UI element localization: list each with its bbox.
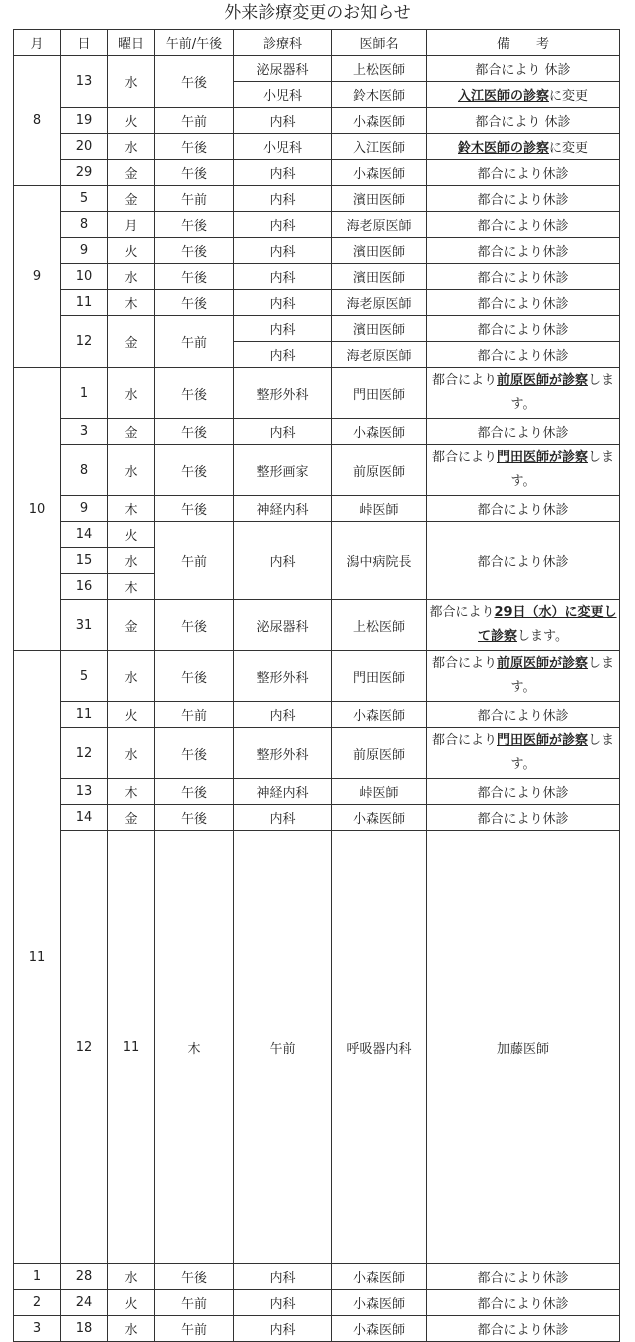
schedule-table [13,29,620,1342]
table-cell: 泌尿器科 [234,600,332,651]
table-cell: 15 [61,548,108,574]
table-cell: 20 [61,134,108,160]
table-cell: 8 [61,445,108,496]
note-text: 都合により [431,656,497,671]
table-cell: 呼吸器内科 [332,831,427,1264]
table-cell: 午前 [155,702,234,728]
table-row [14,186,620,212]
table-cell: 午後 [155,134,234,160]
note-emphasis: 門田医師が診察 [496,450,588,465]
table-cell: 12 [61,316,108,368]
table-cell: 泌尿器科 [234,56,332,82]
schedule-body [14,56,620,1342]
table-cell: 内科 [234,1316,332,1342]
table-cell: 鈴木医師 [332,82,427,108]
table-cell: 午後 [155,600,234,651]
table-cell: 5 [61,186,108,212]
table-cell: 12 [61,831,108,1264]
table-cell: 1 [61,368,108,419]
table-cell: 1 [14,1264,61,1290]
table-cell: 金 [108,600,155,651]
table-cell: 潟中病院長 [332,522,427,600]
note-text: 都合により [431,733,497,748]
table-cell: 金 [108,805,155,831]
table-cell: 木 [108,574,155,600]
table-cell: 午後 [155,238,234,264]
table-cell: 午後 [155,212,234,238]
table-cell: 水 [108,1316,155,1342]
table-cell: 火 [108,702,155,728]
table-cell: 都合により休診 [427,419,620,445]
table-row [14,600,620,651]
table-cell: 小森医師 [332,1290,427,1316]
table-row [14,1290,620,1316]
table-cell: 峠医師 [332,779,427,805]
note-text: します。 [510,733,615,772]
table-cell: 海老原医師 [332,342,427,368]
table-cell: 水 [108,548,155,574]
note-emphasis: 入江医師の診察 [457,89,549,104]
table-cell: 午後 [155,1264,234,1290]
header-doctor: 医師名 [332,30,427,56]
table-cell: 木 [108,290,155,316]
table-cell: 都合により休診 [427,264,620,290]
table-row [14,805,620,831]
table-cell: 都合により休診 [427,212,620,238]
table-row [14,1264,620,1290]
table-cell: 11 [14,651,61,1264]
table-cell: 3 [14,1316,61,1342]
table-cell [427,728,620,779]
table-cell: 内科 [234,264,332,290]
table-cell: 小森医師 [332,419,427,445]
table-cell: 午後 [155,779,234,805]
table-cell: 午後 [155,368,234,419]
table-row [14,496,620,522]
table-cell: 小児科 [234,134,332,160]
table-cell: 神経内科 [234,496,332,522]
table-cell: 都合により休診 [427,496,620,522]
table-cell [427,651,620,702]
table-cell: 濱田医師 [332,186,427,212]
table-cell: 13 [61,56,108,108]
table-cell: 整形外科 [234,728,332,779]
table-cell: 峠医師 [332,496,427,522]
table-cell: 火 [108,108,155,134]
table-cell: 内科 [234,186,332,212]
table-cell: 水 [108,728,155,779]
table-cell: 金 [108,160,155,186]
note-text: に変更 [549,89,589,104]
header-row [14,30,620,56]
table-cell: 濱田医師 [332,238,427,264]
table-cell: 9 [61,496,108,522]
table-cell: 午後 [155,805,234,831]
table-cell: 小森医師 [332,702,427,728]
note-emphasis: 鈴木医師の診察 [457,141,549,156]
table-cell: 小森医師 [332,1316,427,1342]
table-cell: 神経内科 [234,779,332,805]
table-cell: 濱田医師 [332,316,427,342]
table-cell: 午後 [155,56,234,108]
table-cell: 18 [61,1316,108,1342]
header-day: 日 [61,30,108,56]
table-cell: 11 [61,702,108,728]
table-cell: 10 [61,264,108,290]
table-cell: 都合により 休診 [427,108,620,134]
table-cell: 都合により休診 [427,702,620,728]
table-cell: 月 [108,212,155,238]
table-cell: 24 [61,1290,108,1316]
table-cell: 門田医師 [332,368,427,419]
table-cell: 都合により休診 [427,160,620,186]
table-cell: 9 [14,186,61,368]
table-cell: 木 [155,831,234,1264]
table-row [14,702,620,728]
table-cell: 木 [108,779,155,805]
table-cell: 都合により休診 [427,522,620,600]
table-row [14,1316,620,1342]
table-row [14,445,620,496]
table-cell: 木 [108,496,155,522]
note-emphasis: 29日（水）に変更して診察 [478,605,617,644]
table-row [14,108,620,134]
table-cell: 午前 [155,316,234,368]
table-cell: 都合により休診 [427,1316,620,1342]
table-cell: 金 [108,186,155,212]
note-text: します。 [510,373,615,412]
table-cell: 8 [61,212,108,238]
table-row [14,212,620,238]
table-row [14,134,620,160]
table-cell: 海老原医師 [332,290,427,316]
note-text: します。 [517,629,568,644]
table-cell: 内科 [234,316,332,342]
table-row [14,238,620,264]
table-row [14,316,620,342]
table-row [14,831,620,1264]
table-cell: 都合により休診 [427,316,620,342]
table-cell: 小児科 [234,82,332,108]
table-cell: 午前 [155,522,234,600]
table-cell: 28 [61,1264,108,1290]
table-cell [427,368,620,419]
table-cell: 9 [61,238,108,264]
table-cell: 整形画家 [234,445,332,496]
table-cell: 内科 [234,212,332,238]
table-cell: 火 [108,522,155,548]
table-cell: 内科 [234,522,332,600]
table-cell: 水 [108,134,155,160]
table-cell: 海老原医師 [332,212,427,238]
table-cell: 小森医師 [332,1264,427,1290]
table-cell: 内科 [234,290,332,316]
table-cell [427,600,620,651]
table-cell: 内科 [234,108,332,134]
table-cell: 都合により休診 [427,805,620,831]
table-row [14,160,620,186]
table-cell: 午後 [155,290,234,316]
table-cell: 8 [14,56,61,186]
table-cell: 水 [108,56,155,108]
table-cell: 整形外科 [234,368,332,419]
table-cell: 門田医師 [332,651,427,702]
table-cell: 内科 [234,1264,332,1290]
table-cell: 上松医師 [332,600,427,651]
table-cell: 前原医師 [332,445,427,496]
note-emphasis: 門田医師が診察 [496,733,588,748]
header-month: 月 [14,30,61,56]
table-cell: 午後 [155,264,234,290]
table-cell: 小森医師 [332,108,427,134]
header-ampm: 午前/午後 [155,30,234,56]
table-cell: 水 [108,264,155,290]
table-cell: 都合により休診 [427,779,620,805]
table-row [14,368,620,419]
table-cell: 前原医師 [332,728,427,779]
table-cell [427,445,620,496]
table-cell: 午後 [155,728,234,779]
table-cell: 水 [108,651,155,702]
table-cell: 午前 [155,1316,234,1342]
table-cell: 午前 [234,831,332,1264]
table-cell: 16 [61,574,108,600]
table-cell: 内科 [234,419,332,445]
table-cell: 2 [14,1290,61,1316]
table-cell: 都合により休診 [427,1264,620,1290]
table-cell: 内科 [234,342,332,368]
table-cell: 都合により休診 [427,290,620,316]
table-row [14,419,620,445]
table-row [14,651,620,702]
table-cell: 3 [61,419,108,445]
table-cell: 水 [108,1264,155,1290]
table-cell: 14 [61,522,108,548]
note-text: 都合により [431,373,497,388]
table-row [14,264,620,290]
table-cell: 11 [108,831,155,1264]
table-cell: 金 [108,419,155,445]
table-cell: 火 [108,1290,155,1316]
table-cell: 都合により 休診 [427,56,620,82]
table-cell: 31 [61,600,108,651]
table-cell: 内科 [234,805,332,831]
table-cell: 火 [108,238,155,264]
note-text: 都合により [429,605,495,620]
page-title: 外来診療変更のお知らせ [224,3,411,23]
table-cell: 整形外科 [234,651,332,702]
table-cell: 都合により休診 [427,342,620,368]
header-department: 診療科 [234,30,332,56]
note-emphasis: 前原医師が診察 [496,373,588,388]
table-cell: 内科 [234,702,332,728]
table-cell: 金 [108,316,155,368]
table-cell: 10 [14,368,61,651]
table-cell: 都合により休診 [427,238,620,264]
table-cell: 水 [108,445,155,496]
header-remarks: 備 考 [427,30,620,56]
table-cell: 内科 [234,238,332,264]
table-cell: 午後 [155,419,234,445]
table-cell: 19 [61,108,108,134]
note-emphasis: 前原医師が診察 [496,656,588,671]
table-cell: 12 [61,728,108,779]
table-cell: 5 [61,651,108,702]
table-cell: 水 [108,368,155,419]
table-cell: 都合により休診 [427,1290,620,1316]
table-row [14,56,620,82]
table-cell [427,134,620,160]
table-cell: 午後 [155,160,234,186]
note-text: します。 [510,450,615,489]
note-text: に変更 [549,141,589,156]
table-cell: 午前 [155,186,234,212]
table-row [14,728,620,779]
table-cell: 加藤医師 [427,831,620,1264]
table-cell: 14 [61,805,108,831]
table-cell: 午前 [155,108,234,134]
table-cell: 午後 [155,445,234,496]
note-text: 都合により [431,450,497,465]
table-cell: 小森医師 [332,805,427,831]
table-cell: 13 [61,779,108,805]
table-cell: 上松医師 [332,56,427,82]
header-weekday: 曜日 [108,30,155,56]
table-cell: 入江医師 [332,134,427,160]
table-cell: 午後 [155,496,234,522]
table-cell: 29 [61,160,108,186]
table-cell: 午前 [155,1290,234,1316]
table-cell: 11 [61,290,108,316]
table-cell [427,82,620,108]
table-cell: 午後 [155,651,234,702]
table-cell: 内科 [234,160,332,186]
table-cell: 濱田医師 [332,264,427,290]
table-row [14,522,620,548]
table-cell: 小森医師 [332,160,427,186]
table-row [14,779,620,805]
note-text: します。 [510,656,615,695]
table-row [14,290,620,316]
table-cell: 内科 [234,1290,332,1316]
table-cell: 都合により休診 [427,186,620,212]
